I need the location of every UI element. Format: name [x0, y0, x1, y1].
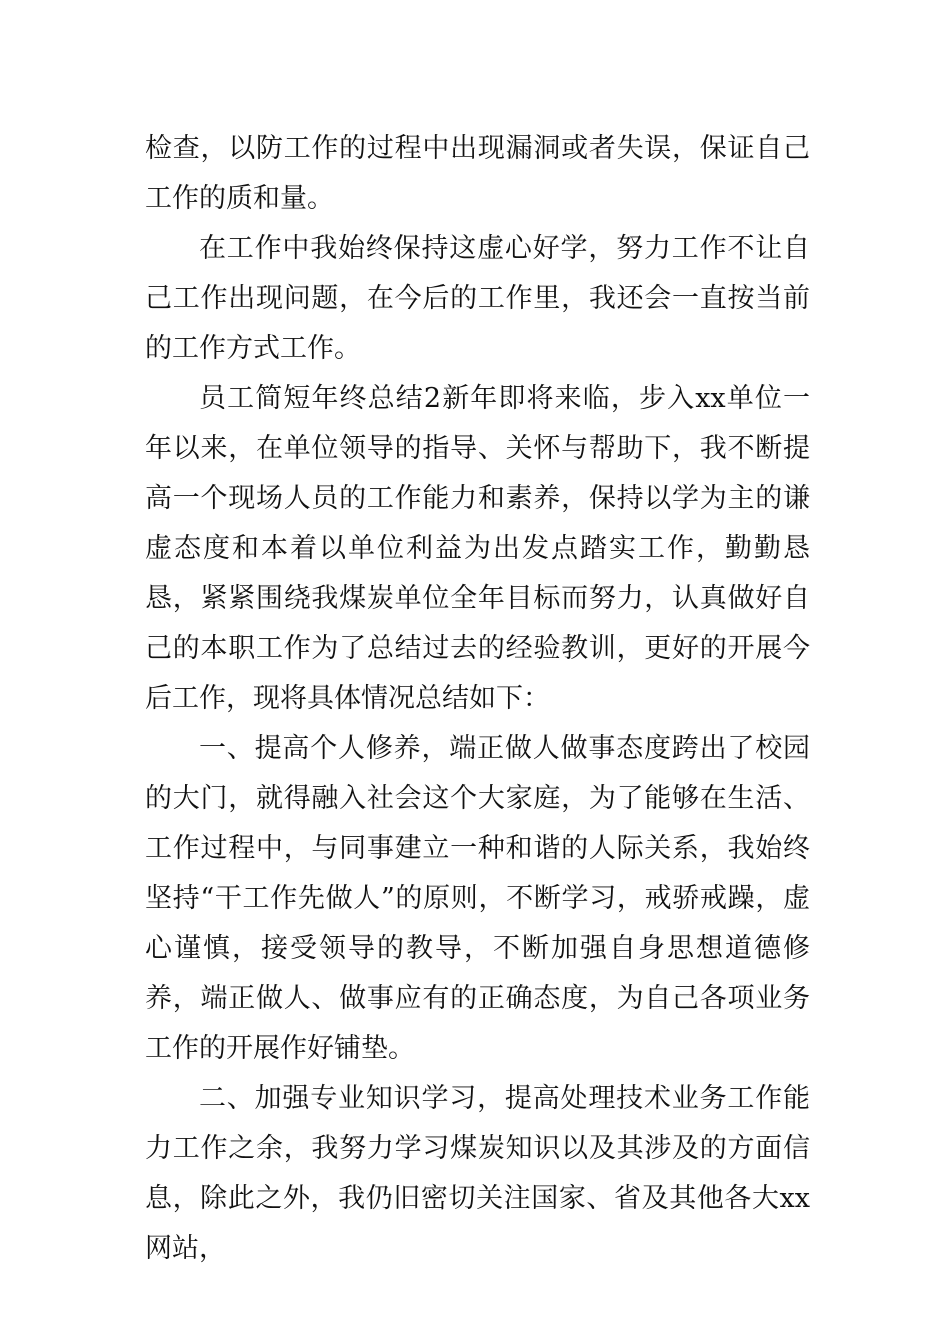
paragraph-continued: 检查，以防工作的过程中出现漏洞或者失误，保证自己工作的质和量。: [145, 133, 810, 214]
paragraph: 二、加强专业知识学习，提高处理技术业务工作能力工作之余，我努力学习煤炭知识以及其涉及的方面信息，除此之外，我仍旧密切关注国家、省及其他各大xx网站，: [145, 1083, 810, 1264]
paragraph: 在工作中我始终保持这虚心好学，努力工作不让自己工作出现问题，在今后的工作里，我还会一直按当前的工作方式工作。: [145, 233, 810, 364]
document-page: [145, 124, 810, 1274]
paragraph: 一、提高个人修养，端正做人做事态度跨出了校园的大门，就得融入社会这个大家庭，为了能够在生活、工作过程中，与同事建立一种和谐的人际关系，我始终坚持“干工作先做人”的原则，不断学习，戒骄戒躁，虚心谨慎，接受领导的教导，不断加强自身思想道德修养，端正做人、做事应有的正确态度，为自己各项业务工作的开展作好铺垫。: [145, 733, 810, 1064]
paragraph: 员工简短年终总结2新年即将来临，步入xx单位一年以来，在单位领导的指导、关怀与帮助下，我不断提高一个现场人员的工作能力和素养，保持以学为主的谦虚态度和本着以单位利益为出发点踏实工作，勤勤恳恳，紧紧围绕我煤炭单位全年目标而努力，认真做好自己的本职工作为了总结过去的经验教训，更好的开展今后工作，现将具体情况总结如下：: [145, 383, 810, 714]
